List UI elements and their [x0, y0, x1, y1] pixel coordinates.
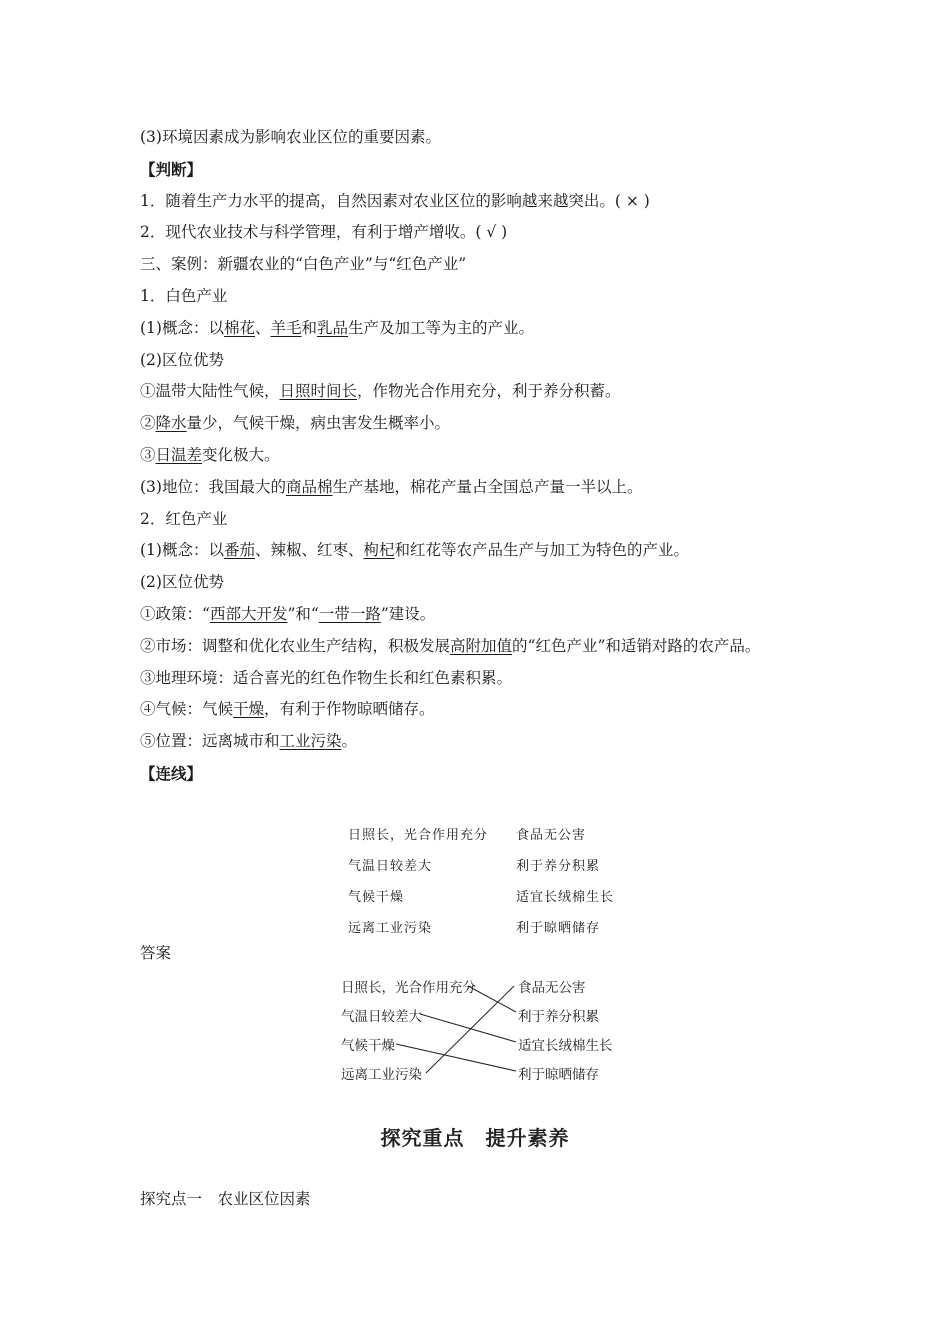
text-span: ①温带大陆性气候， — [140, 382, 280, 401]
text-span: 生产及加工等为主的产业。 — [348, 318, 535, 337]
text-span: 和 — [301, 318, 318, 337]
answer-underline: 番茄 — [223, 541, 255, 560]
text-span: (3)地位：我国最大的 — [140, 477, 286, 496]
answer-figure — [338, 972, 618, 1087]
text-span: ④气候：气候 — [140, 700, 234, 719]
text-span: ⑤位置：远离城市和 — [140, 732, 280, 751]
text-span: 量少，气候干燥，病虫害发生概率小。 — [186, 414, 451, 433]
answer-underline: 工业污染 — [279, 732, 342, 751]
answer-right-item: 利于养分积累 — [518, 1009, 599, 1025]
heading-match: 【连线】 — [140, 763, 203, 783]
answer-underline: 乳品 — [317, 318, 349, 337]
match-left-item: 日照长，光合作用充分 — [348, 828, 489, 843]
text-span: 变化极大。 — [202, 445, 280, 464]
explore-heading: 探究点一 农业区位因素 — [140, 1190, 311, 1208]
text-line — [140, 313, 830, 345]
answer-underline: 干燥 — [233, 700, 265, 719]
match-left-item: 气温日较差大 — [348, 859, 433, 874]
answer-underline: 降水 — [155, 414, 187, 433]
match-left-item: 气候干燥 — [348, 890, 405, 905]
text-span: ，有利于作物晾晒储存。 — [264, 700, 435, 719]
text-line: 三、案例：新疆农业的“白色产业”与“红色产业” — [140, 255, 467, 274]
match-right-item: 适宜长绒棉生长 — [516, 890, 615, 905]
text-span: 、辣椒、红枣、 — [254, 541, 364, 560]
text-line — [140, 599, 830, 631]
answer-left-item: 日照长，光合作用充分 — [341, 980, 476, 996]
text-span: (1)概念：以 — [140, 541, 224, 560]
text-line: 2．现代农业技术与科学管理，有利于增产增收。( √ ) — [140, 223, 508, 242]
answer-underline: 羊毛 — [270, 318, 302, 337]
answer-underline: 西部大开发 — [209, 604, 288, 623]
text-line — [140, 631, 830, 663]
answer-underline: 一带一路 — [318, 604, 381, 623]
section-title: 探究重点 提升素养 — [380, 1126, 570, 1150]
text-line: (3)环境因素成为影响农业区位的重要因素。 — [140, 128, 441, 146]
answer-right-item: 适宜长绒棉生长 — [518, 1038, 613, 1054]
answer-left-item: 气候干燥 — [341, 1038, 395, 1054]
text-line — [140, 440, 830, 472]
answer-left-item: 远离工业污染 — [341, 1067, 422, 1083]
match-right-item: 利于养分积累 — [516, 859, 601, 874]
answer-underline: 日温差 — [155, 445, 203, 464]
text-line: 2．红色产业 — [140, 509, 228, 528]
answer-left-item: 气温日较差大 — [341, 1009, 422, 1025]
text-line — [140, 535, 830, 567]
connector-line — [426, 986, 514, 1073]
text-line — [140, 472, 830, 504]
text-line: 1．白色产业 — [140, 286, 228, 305]
text-span: 和红花等农产品生产与加工为特色的产业。 — [394, 541, 690, 560]
text-line: 1．随着生产力水平的提高，自然因素对农业区位的影响越来越突出。( × ) — [140, 191, 650, 210]
text-span: ”建设。 — [380, 604, 436, 623]
text-line — [140, 726, 830, 758]
text-line: (2)区位优势 — [140, 350, 224, 369]
match-right-item: 食品无公害 — [516, 828, 587, 843]
text-span: ，作物光合作用充分，利于养分积蓄。 — [357, 382, 621, 401]
heading-judge: 【判断】 — [140, 159, 203, 179]
text-span: ②市场：调整和优化农业生产结构，积极发展 — [140, 636, 451, 655]
answer-underline: 枸杞 — [363, 541, 395, 560]
matching-figure — [340, 818, 640, 943]
text-line — [140, 694, 830, 726]
text-line: (2)区位优势 — [140, 573, 224, 592]
text-span: ”和“ — [287, 604, 319, 623]
answer-label: 答案 — [140, 944, 172, 962]
text-span: ② — [140, 414, 156, 433]
text-span: 、 — [254, 318, 271, 337]
answer-right-item: 利于晾晒储存 — [518, 1067, 599, 1083]
answer-underline: 棉花 — [223, 318, 255, 337]
text-span: 的“红色产业”和适销对路的农产品。 — [512, 636, 761, 655]
text-span: ③ — [140, 445, 156, 464]
text-line: ③地理环境：适合喜光的红色作物生长和红色素积累。 — [140, 668, 513, 687]
text-span: ①政策：“ — [140, 604, 210, 623]
answer-underline: 商品棉 — [285, 477, 333, 496]
text-line — [140, 376, 830, 408]
answer-underline: 日照时间长 — [279, 382, 358, 401]
text-line — [140, 408, 830, 440]
document-body — [140, 122, 830, 790]
text-span: 。 — [341, 732, 358, 751]
text-span: 生产基地，棉花产量占全国总产量一半以上。 — [332, 477, 643, 496]
answer-underline: 高附加值 — [450, 636, 513, 655]
connector-line — [420, 1014, 516, 1042]
text-span: (1)概念：以 — [140, 318, 224, 337]
match-right-item: 利于晾晒储存 — [516, 921, 601, 936]
match-left-item: 远离工业污染 — [348, 921, 433, 936]
answer-right-item: 食品无公害 — [518, 980, 586, 996]
